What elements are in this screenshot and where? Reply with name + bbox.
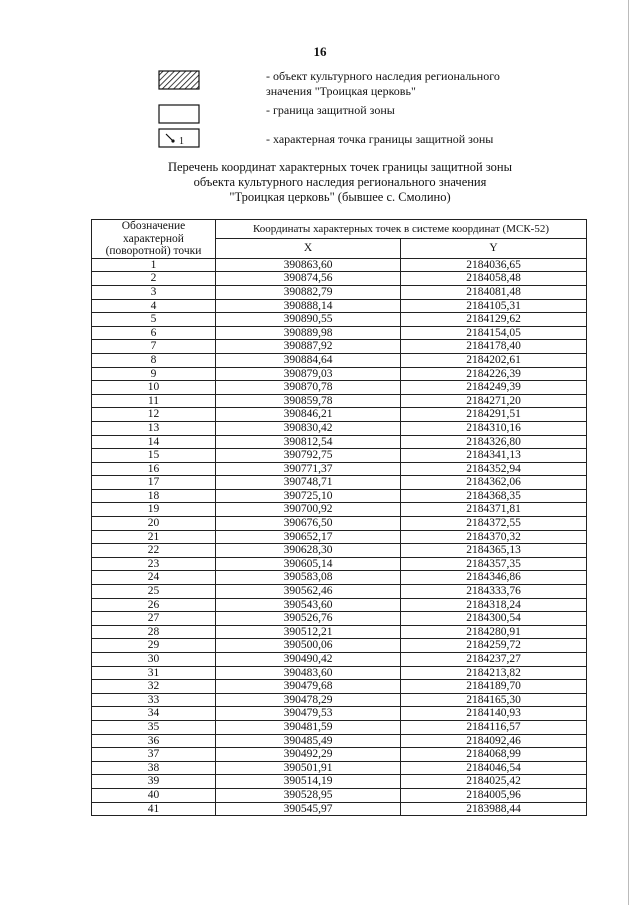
legend-text-line: - характерная точка границы защитной зоны bbox=[266, 132, 494, 146]
y-coordinate-cell: 2184310,16 bbox=[401, 421, 587, 435]
table-row bbox=[92, 449, 587, 463]
point-number-cell: 16 bbox=[92, 462, 216, 476]
coordinates-table bbox=[91, 219, 587, 816]
table-row bbox=[92, 748, 587, 762]
x-coordinate-cell: 390481,59 bbox=[216, 720, 401, 734]
y-coordinate-cell: 2184352,94 bbox=[401, 462, 587, 476]
table-row bbox=[92, 285, 587, 299]
y-coordinate-cell: 2184372,55 bbox=[401, 517, 587, 531]
point-number-cell: 6 bbox=[92, 326, 216, 340]
point-number-cell: 15 bbox=[92, 449, 216, 463]
hatched-rectangle-icon bbox=[158, 70, 200, 90]
x-coordinate-cell: 390882,79 bbox=[216, 285, 401, 299]
point-number-cell: 22 bbox=[92, 544, 216, 558]
legend-text-line: - объект культурного наследия регионального bbox=[266, 69, 500, 83]
x-coordinate-cell: 390771,37 bbox=[216, 462, 401, 476]
y-coordinate-cell: 2184129,62 bbox=[401, 313, 587, 327]
x-coordinate-cell: 390500,06 bbox=[216, 639, 401, 653]
y-coordinate-cell: 2184370,32 bbox=[401, 530, 587, 544]
y-coordinate-cell: 2184165,30 bbox=[401, 693, 587, 707]
x-coordinate-cell: 390863,60 bbox=[216, 258, 401, 272]
y-coordinate-cell: 2184259,72 bbox=[401, 639, 587, 653]
page-margin-line bbox=[628, 0, 629, 905]
x-coordinate-cell: 390748,71 bbox=[216, 476, 401, 490]
x-coordinate-cell: 390501,91 bbox=[216, 761, 401, 775]
y-coordinate-cell: 2184346,86 bbox=[401, 571, 587, 585]
y-column-header: Y bbox=[401, 238, 587, 258]
x-coordinate-cell: 390830,42 bbox=[216, 421, 401, 435]
x-coordinate-cell: 390725,10 bbox=[216, 489, 401, 503]
y-coordinate-cell: 2184068,99 bbox=[401, 748, 587, 762]
point-number-cell: 28 bbox=[92, 625, 216, 639]
point-number-cell: 21 bbox=[92, 530, 216, 544]
y-coordinate-cell: 2184036,65 bbox=[401, 258, 587, 272]
table-row bbox=[92, 381, 587, 395]
legend-item-heritage-object bbox=[150, 70, 570, 104]
y-coordinate-cell: 2184249,39 bbox=[401, 381, 587, 395]
x-coordinate-cell: 390512,21 bbox=[216, 625, 401, 639]
table-row bbox=[92, 367, 587, 381]
table-row bbox=[92, 571, 587, 585]
point-number-cell: 32 bbox=[92, 680, 216, 694]
x-coordinate-cell: 390628,30 bbox=[216, 544, 401, 558]
table-row bbox=[92, 340, 587, 354]
y-coordinate-cell: 2184105,31 bbox=[401, 299, 587, 313]
y-coordinate-cell: 2184025,42 bbox=[401, 775, 587, 789]
y-coordinate-cell: 2184291,51 bbox=[401, 408, 587, 422]
table-row bbox=[92, 720, 587, 734]
table-row bbox=[92, 666, 587, 680]
x-coordinate-cell: 390884,64 bbox=[216, 353, 401, 367]
y-coordinate-cell: 2184333,76 bbox=[401, 585, 587, 599]
x-coordinate-cell: 390879,03 bbox=[216, 367, 401, 381]
table-row bbox=[92, 775, 587, 789]
point-number-cell: 24 bbox=[92, 571, 216, 585]
x-coordinate-cell: 390492,29 bbox=[216, 748, 401, 762]
table-row bbox=[92, 394, 587, 408]
point-number-cell: 38 bbox=[92, 761, 216, 775]
y-coordinate-cell: 2184058,48 bbox=[401, 272, 587, 286]
x-coordinate-cell: 390483,60 bbox=[216, 666, 401, 680]
x-coordinate-cell: 390514,19 bbox=[216, 775, 401, 789]
x-coordinate-cell: 390792,75 bbox=[216, 449, 401, 463]
point-number-cell: 12 bbox=[92, 408, 216, 422]
table-row bbox=[92, 503, 587, 517]
x-coordinate-cell: 390890,55 bbox=[216, 313, 401, 327]
x-coordinate-cell: 390526,76 bbox=[216, 612, 401, 626]
y-coordinate-cell: 2184280,91 bbox=[401, 625, 587, 639]
point-number-cell: 17 bbox=[92, 476, 216, 490]
table-row bbox=[92, 313, 587, 327]
table-row bbox=[92, 761, 587, 775]
x-coordinate-cell: 390652,17 bbox=[216, 530, 401, 544]
x-coordinate-cell: 390889,98 bbox=[216, 326, 401, 340]
y-coordinate-cell: 2184189,70 bbox=[401, 680, 587, 694]
point-number-cell: 35 bbox=[92, 720, 216, 734]
point-number-cell: 10 bbox=[92, 381, 216, 395]
table-row bbox=[92, 530, 587, 544]
y-coordinate-cell: 2184202,61 bbox=[401, 353, 587, 367]
x-coordinate-cell: 390605,14 bbox=[216, 557, 401, 571]
y-coordinate-cell: 2184178,40 bbox=[401, 340, 587, 354]
point-number-cell: 29 bbox=[92, 639, 216, 653]
table-row bbox=[92, 802, 587, 816]
x-coordinate-cell: 390874,56 bbox=[216, 272, 401, 286]
x-coordinate-cell: 390479,53 bbox=[216, 707, 401, 721]
page-number: 16 bbox=[313, 44, 327, 59]
table-row bbox=[92, 680, 587, 694]
point-number-cell: 11 bbox=[92, 394, 216, 408]
point-number-cell: 27 bbox=[92, 612, 216, 626]
x-coordinate-cell: 390812,54 bbox=[216, 435, 401, 449]
table-row bbox=[92, 258, 587, 272]
table-row bbox=[92, 544, 587, 558]
point-number-cell: 30 bbox=[92, 653, 216, 667]
y-coordinate-cell: 2184357,35 bbox=[401, 557, 587, 571]
table-row bbox=[92, 653, 587, 667]
document-title bbox=[0, 160, 640, 205]
table-row bbox=[92, 489, 587, 503]
x-coordinate-cell: 390545,97 bbox=[216, 802, 401, 816]
y-coordinate-cell: 2184092,46 bbox=[401, 734, 587, 748]
y-coordinate-cell: 2184365,13 bbox=[401, 544, 587, 558]
point-number-cell: 23 bbox=[92, 557, 216, 571]
table-row bbox=[92, 326, 587, 340]
title-line: "Троицкая церковь" (бывшее с. Смолино) bbox=[229, 190, 451, 204]
y-coordinate-cell: 2184213,82 bbox=[401, 666, 587, 680]
x-column-header: X bbox=[216, 238, 401, 258]
legend-item-zone-boundary bbox=[150, 104, 570, 128]
table-row bbox=[92, 353, 587, 367]
point-label-header: Обозначение характерной (поворотной) точки bbox=[92, 220, 216, 259]
point-number-cell: 7 bbox=[92, 340, 216, 354]
legend-text-line: - граница защитной зоны bbox=[266, 103, 395, 117]
coordinate-system-header: Координаты характерных точек в системе координат (МСК-52) bbox=[216, 220, 587, 239]
y-coordinate-cell: 2184154,05 bbox=[401, 326, 587, 340]
title-line: Перечень координат характерных точек границы защитной зоны bbox=[167, 160, 513, 174]
point-number-cell: 36 bbox=[92, 734, 216, 748]
x-coordinate-cell: 390543,60 bbox=[216, 598, 401, 612]
x-coordinate-cell: 390583,08 bbox=[216, 571, 401, 585]
table-row bbox=[92, 421, 587, 435]
x-coordinate-cell: 390490,42 bbox=[216, 653, 401, 667]
x-coordinate-cell: 390870,78 bbox=[216, 381, 401, 395]
x-coordinate-cell: 390700,92 bbox=[216, 503, 401, 517]
y-coordinate-cell: 2184326,80 bbox=[401, 435, 587, 449]
table-row bbox=[92, 408, 587, 422]
y-coordinate-cell: 2184005,96 bbox=[401, 788, 587, 802]
table-row bbox=[92, 625, 587, 639]
y-coordinate-cell: 2184371,81 bbox=[401, 503, 587, 517]
legend-text-line: значения "Троицкая церковь" bbox=[266, 84, 416, 98]
point-number-cell: 18 bbox=[92, 489, 216, 503]
table-row bbox=[92, 476, 587, 490]
point-number-cell: 2 bbox=[92, 272, 216, 286]
table-row bbox=[92, 557, 587, 571]
y-coordinate-cell: 2183988,44 bbox=[401, 802, 587, 816]
y-coordinate-cell: 2184081,48 bbox=[401, 285, 587, 299]
y-coordinate-cell: 2184341,13 bbox=[401, 449, 587, 463]
table-row bbox=[92, 612, 587, 626]
table-row bbox=[92, 435, 587, 449]
point-number-cell: 8 bbox=[92, 353, 216, 367]
x-coordinate-cell: 390562,46 bbox=[216, 585, 401, 599]
y-coordinate-cell: 2184271,20 bbox=[401, 394, 587, 408]
empty-rectangle-icon bbox=[158, 104, 200, 124]
x-coordinate-cell: 390887,92 bbox=[216, 340, 401, 354]
point-number-cell: 9 bbox=[92, 367, 216, 381]
y-coordinate-cell: 2184362,06 bbox=[401, 476, 587, 490]
table-row bbox=[92, 598, 587, 612]
point-number-cell: 25 bbox=[92, 585, 216, 599]
y-coordinate-cell: 2184368,35 bbox=[401, 489, 587, 503]
point-marker-icon bbox=[158, 128, 200, 148]
table-row bbox=[92, 788, 587, 802]
point-number-cell: 31 bbox=[92, 666, 216, 680]
table-row bbox=[92, 707, 587, 721]
table-row bbox=[92, 693, 587, 707]
x-coordinate-cell: 390888,14 bbox=[216, 299, 401, 313]
table-row bbox=[92, 517, 587, 531]
x-coordinate-cell: 390479,68 bbox=[216, 680, 401, 694]
y-coordinate-cell: 2184140,93 bbox=[401, 707, 587, 721]
x-coordinate-cell: 390485,49 bbox=[216, 734, 401, 748]
table-row bbox=[92, 639, 587, 653]
point-number-cell: 1 bbox=[92, 258, 216, 272]
y-coordinate-cell: 2184226,39 bbox=[401, 367, 587, 381]
point-number-cell: 5 bbox=[92, 313, 216, 327]
title-line: объекта культурного наследия регионального значения bbox=[193, 175, 487, 189]
table-row bbox=[92, 462, 587, 476]
x-coordinate-cell: 390528,95 bbox=[216, 788, 401, 802]
point-number-cell: 26 bbox=[92, 598, 216, 612]
point-number-cell: 39 bbox=[92, 775, 216, 789]
point-number-cell: 14 bbox=[92, 435, 216, 449]
point-number-cell: 20 bbox=[92, 517, 216, 531]
table-row bbox=[92, 585, 587, 599]
legend bbox=[150, 70, 570, 152]
point-number-cell: 34 bbox=[92, 707, 216, 721]
point-number-cell: 33 bbox=[92, 693, 216, 707]
point-number-cell: 37 bbox=[92, 748, 216, 762]
point-number-cell: 13 bbox=[92, 421, 216, 435]
y-coordinate-cell: 2184116,57 bbox=[401, 720, 587, 734]
point-marker-label: 1 bbox=[179, 136, 184, 147]
x-coordinate-cell: 390859,78 bbox=[216, 394, 401, 408]
legend-item-characteristic-point bbox=[150, 128, 570, 152]
y-coordinate-cell: 2184237,27 bbox=[401, 653, 587, 667]
table-row bbox=[92, 734, 587, 748]
table-row bbox=[92, 272, 587, 286]
point-number-cell: 40 bbox=[92, 788, 216, 802]
y-coordinate-cell: 2184300,54 bbox=[401, 612, 587, 626]
y-coordinate-cell: 2184046,54 bbox=[401, 761, 587, 775]
x-coordinate-cell: 390676,50 bbox=[216, 517, 401, 531]
point-number-cell: 3 bbox=[92, 285, 216, 299]
point-number-cell: 41 bbox=[92, 802, 216, 816]
point-number-cell: 19 bbox=[92, 503, 216, 517]
y-coordinate-cell: 2184318,24 bbox=[401, 598, 587, 612]
x-coordinate-cell: 390478,29 bbox=[216, 693, 401, 707]
point-number-cell: 4 bbox=[92, 299, 216, 313]
table-row bbox=[92, 299, 587, 313]
x-coordinate-cell: 390846,21 bbox=[216, 408, 401, 422]
